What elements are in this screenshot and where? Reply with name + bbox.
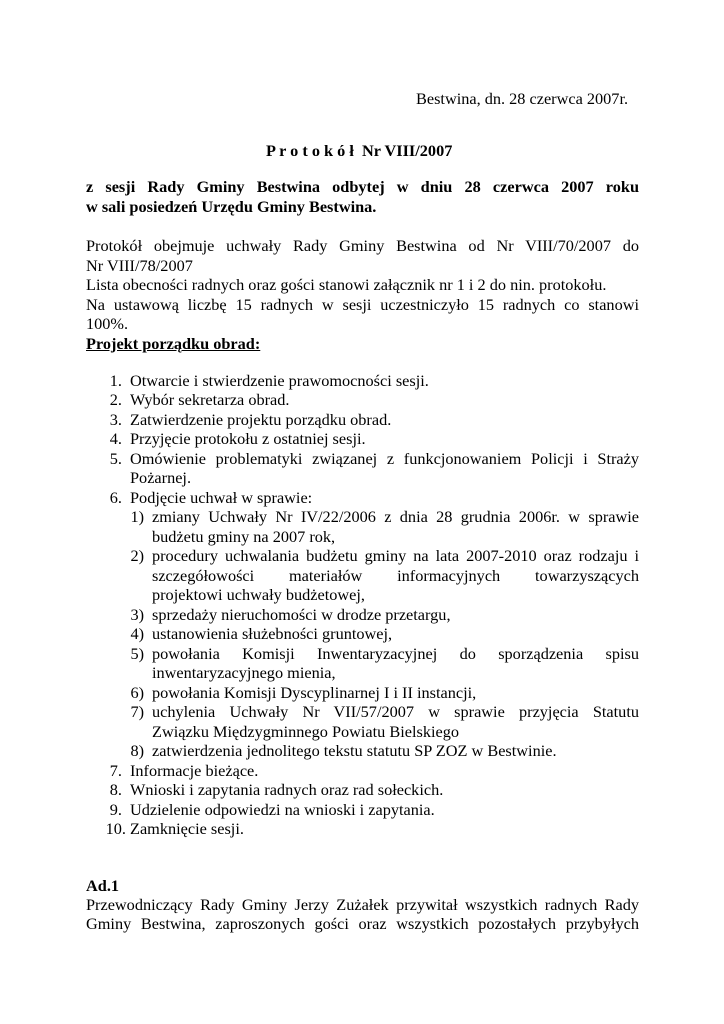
subitem-cont: szczegółowości materiałów informacyjnych towarzyszących: [152, 566, 639, 585]
subitem-cont: Związku Międzygminnego Powiatu Bielskiego: [152, 722, 460, 741]
agenda-number: 2.: [109, 390, 122, 409]
subitem-cont: projektowi uchwały budżetowej,: [152, 585, 365, 604]
subitem-number: 2): [130, 546, 144, 565]
subtitle-line-2: w sali posiedzeń Urzędu Gminy Bestwina.: [86, 197, 377, 216]
subitem: uchylenia Uchwały Nr VII/57/2007 w sprawie przyjęcia Statutu: [152, 702, 639, 721]
subitem-cont: inwentaryzacyjnego mienia,: [152, 663, 336, 682]
agenda-item: Zamknięcie sesji.: [130, 819, 244, 838]
subitem-number: 7): [130, 702, 144, 721]
intro-line-2: Nr VIII/78/2007: [86, 256, 193, 275]
agenda-item: Informacje bieżące.: [130, 761, 259, 780]
subitem-cont: budżetu gminy na 2007 rok,: [152, 527, 336, 546]
subitem: ustanowienia służebności gruntowej,: [152, 624, 393, 643]
intro-line-5: 100%.: [86, 314, 129, 333]
agenda-number: 3.: [109, 410, 122, 429]
subitem-number: 8): [130, 741, 144, 760]
agenda-item: Otwarcie i stwierdzenie prawomocności sesji.: [130, 371, 429, 390]
subitem-number: 5): [130, 644, 144, 663]
agenda-item-cont: Pożarnej.: [130, 468, 192, 487]
subitem-number: 4): [130, 624, 144, 643]
subitem: powołania Komisji Inwentaryzacyjnej do sporządzenia spisu: [152, 644, 639, 663]
agenda-number: 5.: [109, 449, 122, 468]
intro-line-3: Lista obecności radnych oraz gości stanowi załącznik nr 1 i 2 do nin. protokołu.: [86, 275, 607, 294]
subitem: zmiany Uchwały Nr IV/22/2006 z dnia 28 grudnia 2006r. w sprawie: [152, 507, 639, 526]
ad1-heading: Ad.1: [86, 876, 120, 895]
agenda-item: Udzielenie odpowiedzi na wnioski i zapytania.: [130, 800, 435, 819]
ad1-line-2: Gminy Bestwina, zaproszonych gości oraz wszystkich pozostałych przybyłych: [86, 914, 639, 933]
agenda-item: Podjęcie uchwał w sprawie:: [130, 488, 313, 507]
agenda-number: 8.: [109, 780, 122, 799]
subitem: powołania Komisji Dyscyplinarnej I i II instancji,: [152, 683, 477, 702]
agenda-number: 6.: [109, 488, 122, 507]
subitem: zatwierdzenia jednolitego tekstu statutu SP ZOZ w Bestwinie.: [152, 741, 557, 760]
agenda-heading: Projekt porządku obrad:: [86, 334, 261, 353]
agenda-item: Przyjęcie protokołu z ostatniej sesji.: [130, 429, 366, 448]
ad1-line-1: Przewodniczący Rady Gminy Jerzy Zużałek przywitał wszystkich radnych Rady: [86, 895, 639, 914]
intro-line-4: Na ustawową liczbę 15 radnych w sesji uczestniczyło 15 radnych co stanowi: [86, 295, 639, 314]
agenda-number: 10.: [105, 819, 126, 838]
agenda-item: Wnioski i zapytania radnych oraz rad sołeckich.: [130, 780, 444, 799]
subitem-number: 3): [130, 605, 144, 624]
agenda-item: Omówienie problematyki związanej z funkcjonowaniem Policji i Straży: [130, 449, 639, 468]
subitem-number: 6): [130, 683, 144, 702]
subtitle-line-1: z sesji Rady Gminy Bestwina odbytej w dniu 28 czerwca 2007 roku: [86, 177, 639, 196]
subitem: sprzedaży nieruchomości w drodze przetargu,: [152, 605, 451, 624]
subitem: procedury uchwalania budżetu gminy na lata 2007-2010 oraz rodzaju i: [152, 546, 639, 565]
agenda-item: Zatwierdzenie projektu porządku obrad.: [130, 410, 392, 429]
agenda-number: 1.: [109, 371, 122, 390]
agenda-item: Wybór sekretarza obrad.: [130, 390, 290, 409]
place-date: Bestwina, dn. 28 czerwca 2007r.: [416, 89, 629, 108]
document-title: P r o t o k ó ł Nr VIII/2007: [266, 141, 453, 160]
intro-line-1: Protokół obejmuje uchwały Rady Gminy Bestwina od Nr VIII/70/2007 do: [86, 236, 639, 255]
subitem-number: 1): [130, 507, 144, 526]
agenda-number: 4.: [109, 429, 122, 448]
agenda-number: 7.: [109, 761, 122, 780]
agenda-number: 9.: [109, 800, 122, 819]
